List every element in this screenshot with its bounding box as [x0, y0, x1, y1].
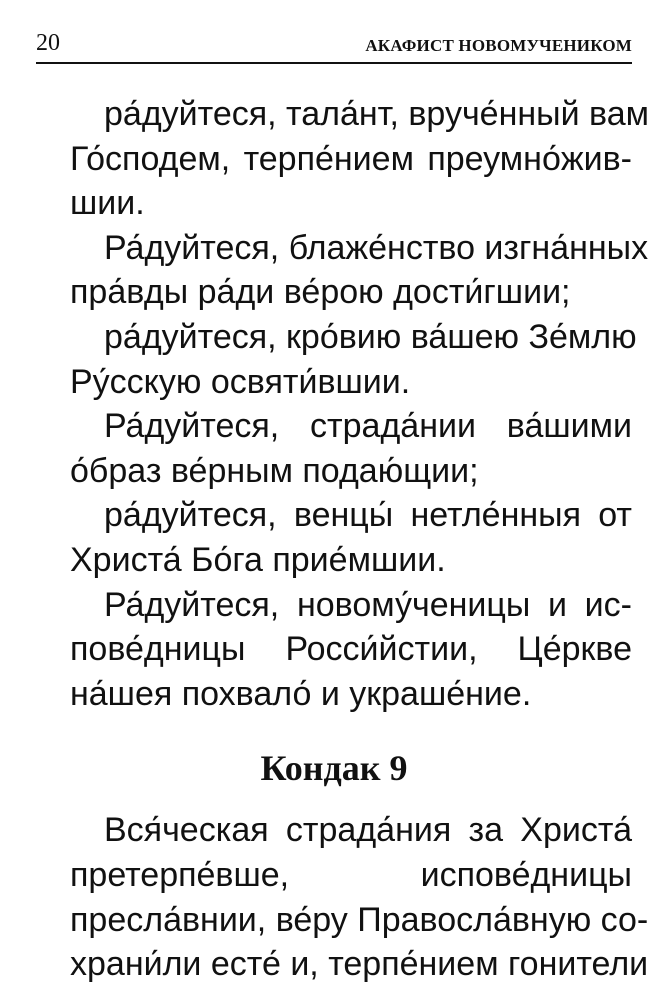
section-heading: Кондак 9	[260, 748, 408, 789]
text-line: ра́дуйтеся, кро́вию ва́шею Зе́млю	[104, 317, 637, 356]
text-line: пра́вды ра́ди ве́рою дости́гшии;	[70, 273, 571, 312]
paragraph	[36, 808, 649, 986]
text-line: Го́сподем, терпе́нием преумно́жив-	[70, 139, 632, 178]
paragraph	[36, 92, 649, 226]
body-text	[36, 92, 649, 987]
text-line: пресла́внии, ве́ру Правосла́вную со-	[70, 900, 649, 939]
paragraph	[36, 226, 649, 315]
text-line: храни́ли есте́ и, терпе́нием гонители	[70, 945, 649, 984]
text-line: претерпе́вше, испове́дницы	[70, 855, 632, 894]
paragraph	[36, 404, 632, 493]
text-line: пове́дницы Росси́йстии, Це́ркве	[70, 630, 632, 669]
running-title: АКАФИСТ НОВОМУЧЕНИКОМ	[365, 36, 632, 55]
text-line: Ра́дуйтеся, страда́нии ва́шими	[104, 407, 632, 446]
paragraph	[36, 315, 637, 404]
text-line: Ра́дуйтеся, блаже́нство изгна́нных	[104, 228, 649, 267]
text-line: Ра́дуйтеся, новому́ченицы и ис-	[104, 585, 632, 624]
paragraph	[36, 493, 632, 582]
text-line: ра́дуйтеся, тала́нт, вруче́нный вам	[104, 95, 649, 133]
page-number: 20	[36, 30, 60, 56]
paragraph	[36, 583, 632, 717]
running-header	[36, 18, 632, 64]
text-line: Христа́ Бо́га прие́мшии.	[70, 540, 446, 579]
text-line: шии.	[70, 184, 145, 223]
text-line: о́браз ве́рным подаю́щии;	[70, 451, 479, 490]
text-line: Вся́ческая страда́ния за Христа́	[104, 811, 632, 850]
text-line: на́шея похвало́ и украше́ние.	[70, 674, 532, 713]
text-line: Ру́сскую освяти́вшии.	[70, 362, 411, 401]
text-line: ра́дуйтеся, венцы́ нетле́нныя от	[104, 496, 632, 535]
book-page	[36, 18, 649, 984]
